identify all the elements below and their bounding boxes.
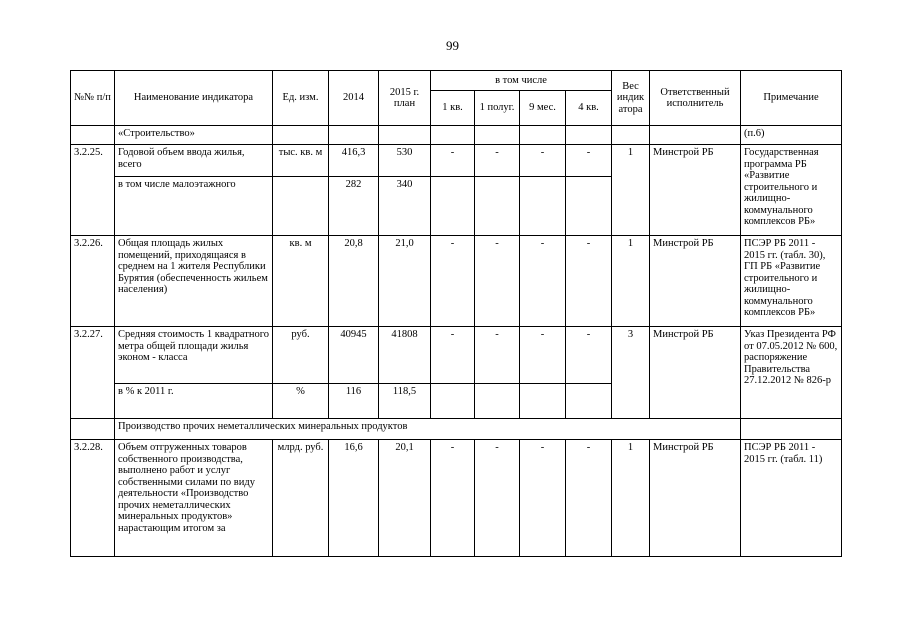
value-q1: -: [431, 440, 475, 557]
value-half-year: -: [475, 145, 520, 177]
section-note: (п.6): [741, 126, 842, 145]
header-responsible: Ответственный исполнитель: [650, 71, 741, 126]
note: Указ Президента РФ от 07.05.2012 № 600, распоряжение Правительства 27.12.2012 № 826-р: [741, 327, 842, 419]
responsible: Минстрой РБ: [650, 236, 741, 327]
header-note: Примечание: [741, 71, 842, 126]
indicator-name: Общая площадь жилых помещений, приходящаяся в среднем на 1 жителя Республики Бурятия (обеспеченность жильем населения): [115, 236, 273, 327]
value-9-months: -: [520, 236, 566, 327]
unit: тыс. кв. м: [273, 145, 329, 177]
weight: 1: [612, 145, 650, 236]
header-row: [71, 71, 842, 91]
header-num: №№ п/п: [71, 71, 115, 126]
indicator-name: в том числе малоэтажного: [115, 177, 273, 236]
value-q1: -: [431, 327, 475, 384]
value-q4: -: [566, 440, 612, 557]
value-q4: -: [566, 145, 612, 177]
note: Государственная программа РБ «Развитие строительного и жилищно-коммунального комплексов РБ»: [741, 145, 842, 236]
note: ПСЭР РБ 2011 - 2015 гг. (табл. 11): [741, 440, 842, 557]
unit: %: [273, 384, 329, 419]
value-half-year: -: [475, 327, 520, 384]
table-row: [71, 236, 842, 327]
value-2014: 20,8: [329, 236, 379, 327]
weight: 1: [612, 236, 650, 327]
responsible: Минстрой РБ: [650, 145, 741, 236]
value-9-months: -: [520, 440, 566, 557]
indicator-name: Средняя стоимость 1 квадратного метра общей площади жилья эконом - класса: [115, 327, 273, 384]
responsible: Минстрой РБ: [650, 327, 741, 419]
section-name: «Строительство»: [115, 126, 273, 145]
value-half-year: -: [475, 236, 520, 327]
unit: кв. м: [273, 236, 329, 327]
table-row: [71, 440, 842, 557]
indicators-table: [70, 70, 842, 557]
section-name: Производство прочих неметаллических минеральных продуктов: [115, 419, 741, 440]
section-row-nonmetal: [71, 419, 842, 440]
header-including: в том числе: [431, 71, 612, 91]
value-9-months: -: [520, 145, 566, 177]
indicator-name: Объем отгруженных товаров собственного производства, выполнено работ и услуг собственными силами по виду деятельности «Производство прочих неметаллических минеральных продуктов» нарастающим итогом за: [115, 440, 273, 557]
header-name: Наименование индикатора: [115, 71, 273, 126]
header-2014: 2014: [329, 71, 379, 126]
header-2015: 2015 г. план: [379, 71, 431, 126]
header-q1: 1 кв.: [431, 91, 475, 126]
value-q1: -: [431, 236, 475, 327]
value-2015: 21,0: [379, 236, 431, 327]
table-row: [71, 327, 842, 384]
header-q4: 4 кв.: [566, 91, 612, 126]
section-row-construction: [71, 126, 842, 145]
page-number: 99: [446, 38, 459, 53]
value-q4: -: [566, 327, 612, 384]
value-2015: 41808: [379, 327, 431, 384]
row-num: 3.2.28.: [71, 440, 115, 557]
value-half-year: -: [475, 440, 520, 557]
row-num: 3.2.26.: [71, 236, 115, 327]
responsible: Минстрой РБ: [650, 440, 741, 557]
table-row: [71, 145, 842, 177]
value-2014: 40945: [329, 327, 379, 384]
value-2014: 282: [329, 177, 379, 236]
value-9-months: -: [520, 327, 566, 384]
note: ПСЭР РБ 2011 - 2015 гг. (табл. 30), ГП РБ «Развитие строительного и жилищно-коммунального комплексов РБ»: [741, 236, 842, 327]
header-9-months: 9 мес.: [520, 91, 566, 126]
header-unit: Ед. изм.: [273, 71, 329, 126]
unit: млрд. руб.: [273, 440, 329, 557]
value-q1: -: [431, 145, 475, 177]
header-weight: Вес индик атора: [612, 71, 650, 126]
indicator-name: Годовой объем ввода жилья, всего: [115, 145, 273, 177]
header-half-year: 1 полуг.: [475, 91, 520, 126]
weight: 3: [612, 327, 650, 419]
value-2015: 118,5: [379, 384, 431, 419]
row-num: 3.2.27.: [71, 327, 115, 419]
value-2014: 16,6: [329, 440, 379, 557]
value-2015: 530: [379, 145, 431, 177]
value-2014: 116: [329, 384, 379, 419]
value-2015: 20,1: [379, 440, 431, 557]
unit: руб.: [273, 327, 329, 384]
indicator-name: в % к 2011 г.: [115, 384, 273, 419]
value-2015: 340: [379, 177, 431, 236]
value-q4: -: [566, 236, 612, 327]
weight: 1: [612, 440, 650, 557]
value-2014: 416,3: [329, 145, 379, 177]
row-num: 3.2.25.: [71, 145, 115, 236]
